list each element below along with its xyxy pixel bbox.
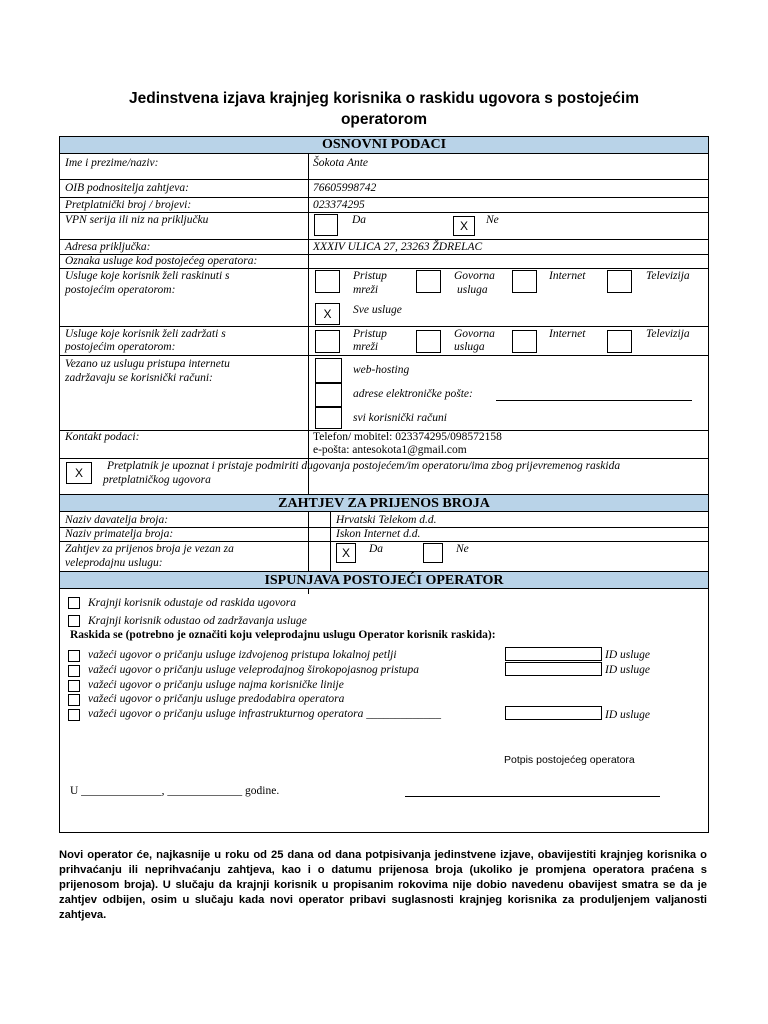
primatelj-label: Naziv primatelja broja: [65, 528, 174, 540]
raskinuti-internet-checkbox[interactable] [512, 270, 537, 293]
row-line [60, 458, 708, 459]
adrese-checkbox[interactable] [315, 383, 342, 407]
adrese-label: adrese elektroničke pošte: [353, 388, 473, 400]
usluga-5-id-label: ID usluge [605, 709, 651, 721]
usluga-1-id-label: ID usluge [605, 649, 651, 661]
web-hosting-label: web-hosting [353, 364, 410, 376]
section-header-ispunjava: ISPUNJAVA POSTOJEĆI OPERATOR [60, 571, 708, 589]
vezano-label-2: zadržavaju se korisnički računi: [65, 372, 213, 384]
row-line [60, 197, 708, 198]
zadrzati-pristup-label-2: mreži [353, 341, 379, 353]
svi-racuni-checkbox[interactable] [315, 407, 342, 429]
usluga-1-id-field[interactable] [505, 647, 602, 661]
usluga-3-checkbox[interactable] [68, 680, 80, 692]
kontakt-telefon[interactable]: Telefon/ mobitel: 023374295/098572158 [313, 431, 502, 443]
raskinuti-govorna-label-2: usluga [457, 284, 488, 296]
pretplatnik-text-1: Pretplatnik je upoznat i pristaje podmiriti dugovanja postojećem/im operatoru/ima zbog prijevremenog raskida [107, 460, 621, 472]
vpn-ne-label: Ne [486, 214, 499, 226]
ime-label: Ime i prezime/naziv: [65, 157, 159, 169]
svi-racuni-label: svi korisnički računi [353, 412, 447, 424]
usluga-2-label: važeći ugovor o pričanju usluge veleprodajnog širokopojasnog pristupa [88, 664, 420, 676]
raskinuti-pristup-label-2: mreži [353, 284, 379, 296]
web-hosting-checkbox[interactable] [315, 358, 342, 383]
oib-label: OIB podnositelja zahtjeva: [65, 182, 189, 194]
usluga-2-id-label: ID usluge [605, 664, 651, 676]
vezan-ne-checkbox[interactable] [423, 543, 443, 563]
row-line [60, 212, 708, 213]
pretplatnik-text-2: pretplatničkog ugovora [103, 474, 211, 486]
vpn-ne-checkbox[interactable]: X [453, 216, 475, 236]
vezan-da-label: Da [369, 543, 384, 555]
title-line-1: Jedinstvena izjava krajnjeg korisnika o raskidu ugovora s postojećim [129, 90, 639, 107]
raskinuti-pristup-label-1: Pristup [353, 270, 387, 282]
vezan-ne-label: Ne [456, 543, 469, 555]
column-divider [308, 154, 309, 594]
zadrzati-pristup-checkbox[interactable] [315, 330, 340, 353]
novi-operator-note: Novi operator će, najkasnije u roku od 25 dana od dana potpisivanja jedinstvene izjave, obavijestiti krajnjeg korisnika o prihvaćanju ili neprihvaćanju zahtjeva, kao i o datumu prijenosa broja (ukoliko je promjena operatora praćena s prijenosom broja). U slučaju da krajnji korisnik u propisanim rokovima nije dobio navedenu obavijest smatra se da je zahtjev odbijen, osim u slučaju kada novi operator pribavi suglasnosti krajnjeg korisnika za produljenjem valjanosti zahtjeva. [59, 849, 707, 921]
vpn-da-label: Da [352, 214, 367, 226]
vezano-label-1: Vezano uz uslugu pristupa internetu [65, 358, 230, 370]
row-line [60, 541, 708, 542]
raskinuti-pristup-checkbox[interactable] [315, 270, 340, 293]
usluga-5-checkbox[interactable] [68, 709, 80, 721]
form-table [59, 136, 709, 833]
sve-usluge-label: Sve usluge [353, 304, 402, 316]
zadrzati-televizija-label: Televizija [646, 328, 690, 340]
usluga-2-id-field[interactable] [505, 662, 602, 676]
title-line-2: operatorom [340, 111, 428, 128]
row-line [60, 179, 708, 180]
broj-label: Pretplatnički broj / brojevi: [65, 199, 192, 211]
zadrzati-govorna-label-2: usluga [454, 341, 485, 353]
davatelj-label: Naziv davatelja broja: [65, 514, 169, 526]
oib-value[interactable]: 76605998742 [313, 182, 377, 194]
adrese-line[interactable] [496, 400, 692, 401]
row-line [60, 239, 708, 240]
usluga-1-label: važeći ugovor o pričanju usluge izdvojenog pristupa lokalnoj petlji [88, 649, 397, 661]
column-divider [330, 512, 331, 572]
raskinuti-govorna-checkbox[interactable] [416, 270, 441, 293]
zadrzati-govorna-checkbox[interactable] [416, 330, 441, 353]
raskinuti-televizija-checkbox[interactable] [607, 270, 632, 293]
zadrzati-pristup-label-1: Pristup [353, 328, 387, 340]
odustao-checkbox[interactable] [68, 615, 80, 627]
ime-value[interactable]: Šokota Ante [313, 157, 369, 169]
usluga-2-checkbox[interactable] [68, 665, 80, 677]
kontakt-email[interactable]: e-pošta: antesokota1@gmail.com [313, 444, 467, 456]
adresa-label: Adresa priključka: [65, 241, 151, 253]
odustaje-label: Krajnji korisnik odustaje od raskida ugovora [88, 597, 296, 609]
usluga-5-id-field[interactable] [505, 706, 602, 720]
document-title [0, 88, 768, 130]
sve-usluge-checkbox[interactable]: X [315, 303, 340, 325]
vezan-label-1: Zahtjev za prijenos broja je vezan za [65, 543, 234, 555]
row-line [60, 326, 708, 327]
zadrzati-internet-label: Internet [549, 328, 586, 340]
davatelj-value[interactable]: Hrvatski Telekom d.d. [336, 514, 437, 526]
row-line [60, 355, 708, 356]
raskinuti-televizija-label: Televizija [646, 270, 690, 282]
zadrzati-label-1: Usluge koje korisnik želi zadržati s [65, 328, 226, 340]
adresa-value[interactable]: XXXIV ULICA 27, 23263 ŽDRELAC [313, 241, 483, 253]
zadrzati-govorna-label-1: Govorna [454, 328, 495, 340]
raskinuti-label-1: Usluge koje korisnik želi raskinuti s [65, 270, 230, 282]
raskinuti-label-2: postojećim operatorom: [65, 284, 176, 296]
vpn-da-checkbox[interactable] [314, 214, 338, 236]
odustao-label: Krajnji korisnik odustao od zadržavanja usluge [88, 615, 307, 627]
potpis-label: Potpis postojećeg operatora [504, 754, 635, 766]
usluga-1-checkbox[interactable] [68, 650, 80, 662]
raskida-heading: Raskida se (potrebno je označiti koju veleprodajnu uslugu Operator korisnik raskida): [70, 629, 496, 641]
oznaka-label: Oznaka usluge kod postojećeg operatora: [65, 255, 258, 267]
zadrzati-label-2: postojećim operatorom: [65, 341, 176, 353]
broj-value[interactable]: 023374295 [313, 199, 365, 211]
row-line [60, 268, 708, 269]
potpis-line[interactable] [405, 796, 660, 797]
mjesto-datum-line[interactable]: U ______________, _____________ godine. [70, 785, 280, 797]
odustaje-checkbox[interactable] [68, 597, 80, 609]
usluga-3-label: važeći ugovor o pričanju usluge najma korisničke linije [88, 679, 344, 691]
section-header-zahtjev: ZAHTJEV ZA PRIJENOS BROJA [60, 494, 708, 512]
raskinuti-internet-label: Internet [549, 270, 586, 282]
raskinuti-govorna-label-1: Govorna [454, 270, 495, 282]
section-header-osnovni: OSNOVNI PODACI [60, 137, 708, 154]
vezan-label-2: veleprodajnu uslugu: [65, 557, 163, 569]
pretplatnik-checkbox[interactable]: X [66, 462, 92, 484]
vpn-label: VPN serija ili niz na priključku [65, 214, 209, 226]
kontakt-label: Kontakt podaci: [65, 431, 140, 443]
zadrzati-televizija-checkbox[interactable] [607, 330, 632, 353]
usluga-4-checkbox[interactable] [68, 694, 80, 706]
vezan-da-checkbox[interactable]: X [336, 543, 356, 563]
primatelj-value[interactable]: Iskon Internet d.d. [336, 528, 421, 540]
usluga-4-label: važeći ugovor o pričanju usluge predodabira operatora [88, 693, 345, 705]
usluga-5-label: važeći ugovor o pričanju usluge infrastrukturnog operatora _____________ [88, 708, 441, 720]
zadrzati-internet-checkbox[interactable] [512, 330, 537, 353]
